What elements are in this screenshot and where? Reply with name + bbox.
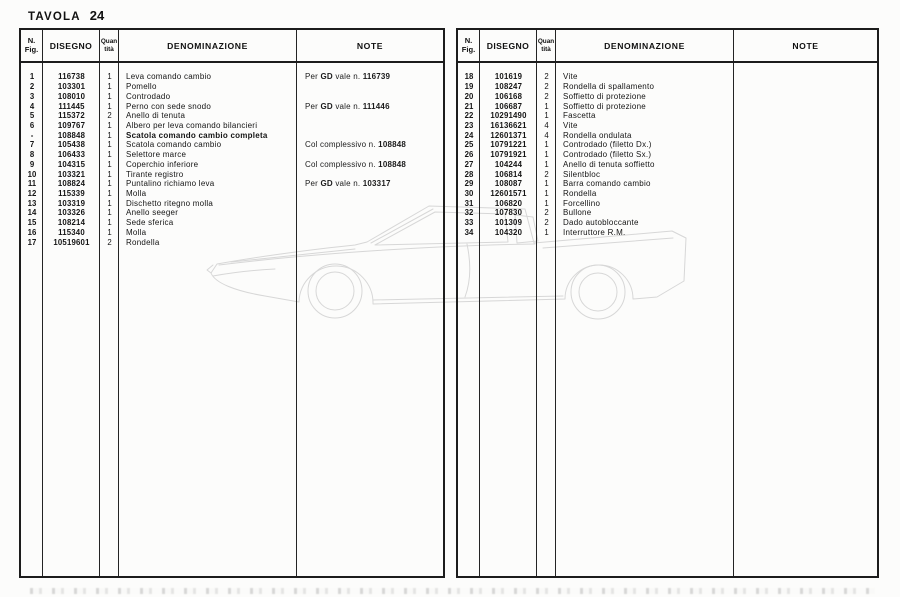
part-name: Rondella di spallamento xyxy=(563,82,655,92)
part-name: Barra comando cambio xyxy=(563,179,651,189)
table-row xyxy=(21,189,443,199)
table-header xyxy=(21,30,443,63)
quantity: 1 xyxy=(107,140,112,150)
quantity: 4 xyxy=(544,120,549,130)
quantity: 2 xyxy=(544,218,549,228)
part-name: Anello di tenuta soffietto xyxy=(563,159,655,169)
part-name: Controdado (filetto Sx.) xyxy=(563,150,652,160)
fig-number: 21 xyxy=(464,101,474,111)
table-row xyxy=(458,169,877,179)
column-header-fig xyxy=(458,30,480,61)
part-number: 108848 xyxy=(57,130,86,140)
column-header-denominazione-label: DENOMINAZIONE xyxy=(167,40,248,51)
fig-number: 8 xyxy=(29,150,35,160)
table-row xyxy=(458,130,877,140)
table-row xyxy=(458,179,877,189)
part-number: 104320 xyxy=(494,227,523,237)
column-header-denominazione-label: DENOMINAZIONE xyxy=(604,40,685,51)
column-header-disegno-label: DISEGNO xyxy=(486,40,530,51)
part-name: Soffietto di protezione xyxy=(563,101,646,111)
part-name: Rondella ondulata xyxy=(563,130,632,140)
table-row xyxy=(458,150,877,160)
table-row xyxy=(458,72,877,82)
part-note: Col complessivo n. 108848 xyxy=(305,159,407,169)
part-number: 101309 xyxy=(494,218,523,228)
column-header-fig-line1: N. xyxy=(27,35,36,45)
quantity: 1 xyxy=(544,179,549,189)
quantity: 2 xyxy=(544,208,549,218)
part-name: Selettore marce xyxy=(126,150,187,160)
scan-noise-band xyxy=(30,588,875,594)
part-name: Rondella xyxy=(563,188,597,198)
quantity: 2 xyxy=(107,111,112,121)
part-name: Interruttore R.M. xyxy=(563,227,626,237)
table-row xyxy=(458,82,877,92)
fig-number: 18 xyxy=(464,72,474,82)
part-number: 103319 xyxy=(57,198,86,208)
part-number: 107830 xyxy=(494,208,523,218)
page-title-word: TAVOLA xyxy=(28,11,81,23)
table-row xyxy=(458,208,877,218)
column-header-note-label: NOTE xyxy=(356,40,384,51)
part-number: 103321 xyxy=(57,169,86,179)
fig-number: 6 xyxy=(29,120,35,130)
column-header-fig xyxy=(21,30,43,61)
part-name: Bullone xyxy=(563,208,592,218)
table-row xyxy=(21,179,443,189)
part-number: 101619 xyxy=(494,72,523,82)
column-header-disegno xyxy=(480,30,537,61)
part-name: Controdado xyxy=(126,91,171,101)
part-number: 115339 xyxy=(58,188,85,198)
part-number: 103326 xyxy=(57,208,86,218)
fig-number: 23 xyxy=(464,120,474,130)
part-number: 109767 xyxy=(57,120,86,130)
fig-number: 15 xyxy=(27,218,37,228)
fig-number: 4 xyxy=(29,101,35,111)
quantity: 1 xyxy=(107,198,112,208)
part-number: 115340 xyxy=(58,227,85,237)
column-header-disegno xyxy=(43,30,100,61)
quantity: 1 xyxy=(107,159,112,169)
part-note: Per GD vale n. 116739 xyxy=(305,72,391,82)
quantity: 1 xyxy=(107,120,112,130)
part-number: 108087 xyxy=(494,179,523,189)
part-name: Pomello xyxy=(126,82,157,92)
quantity: 1 xyxy=(107,130,112,140)
quantity: 1 xyxy=(107,169,112,179)
fig-number: 10 xyxy=(27,169,37,179)
table-body-left xyxy=(21,63,443,576)
part-name: Anello seeger xyxy=(126,208,179,218)
column-header-fig-line1: N. xyxy=(464,35,473,45)
part-name: Vite xyxy=(563,72,578,82)
fig-number: 34 xyxy=(464,227,474,237)
table-row xyxy=(21,91,443,101)
table-row xyxy=(458,101,877,111)
part-number: 16136621 xyxy=(490,120,527,130)
part-number: 12601371 xyxy=(490,130,527,140)
part-name: Albero per leva comando bilancieri xyxy=(126,120,258,130)
part-number: 106168 xyxy=(494,91,523,101)
part-number: 12601571 xyxy=(490,188,527,198)
parts-table-left xyxy=(19,28,445,578)
table-row xyxy=(458,121,877,131)
part-name: Soffietto di protezione xyxy=(563,91,646,101)
fig-number: 2 xyxy=(29,82,35,92)
table-row xyxy=(21,228,443,238)
part-name: Scatola comando cambio xyxy=(126,140,222,150)
fig-number: 28 xyxy=(464,169,474,179)
quantity: 1 xyxy=(544,159,549,169)
table-row xyxy=(458,198,877,208)
column-header-note xyxy=(734,30,877,61)
part-name: Dado autobloccante xyxy=(563,218,639,228)
part-note: Per GD vale n. 103317 xyxy=(305,179,391,189)
fig-number: 30 xyxy=(464,188,474,198)
fig-number: 22 xyxy=(464,111,474,121)
part-name: Vite xyxy=(563,120,578,130)
table-row xyxy=(21,140,443,150)
fig-number: 9 xyxy=(29,159,35,169)
quantity: 1 xyxy=(107,179,112,189)
fig-number: 24 xyxy=(464,130,474,140)
fig-number: 19 xyxy=(464,82,474,92)
part-number: 108214 xyxy=(57,218,86,228)
part-note: Per GD vale n. 111446 xyxy=(305,101,390,111)
column-header-quantita xyxy=(537,30,556,61)
quantity: 1 xyxy=(544,198,549,208)
part-number: 10291490 xyxy=(490,111,527,121)
fig-number: 14 xyxy=(27,208,37,218)
quantity: 1 xyxy=(107,208,112,218)
table-row xyxy=(21,121,443,131)
part-number: 105438 xyxy=(57,140,86,150)
part-name: Puntalino richiamo leva xyxy=(126,179,215,189)
fig-number: 17 xyxy=(27,237,37,247)
part-name: Scatola comando cambio completa xyxy=(126,130,268,140)
part-name: Forcellino xyxy=(563,198,601,208)
part-name: Dischetto ritegno molla xyxy=(126,198,214,208)
part-number: 108824 xyxy=(57,179,86,189)
fig-number: 26 xyxy=(464,150,474,160)
fig-number: 20 xyxy=(464,91,474,101)
part-number: 104315 xyxy=(57,159,86,169)
column-header-quantita-line1: Quan xyxy=(537,38,555,46)
table-row xyxy=(21,82,443,92)
part-number: 103301 xyxy=(57,82,86,92)
table-row xyxy=(458,228,877,238)
column-header-note xyxy=(297,30,443,61)
fig-number: 3 xyxy=(29,91,35,101)
table-row xyxy=(21,159,443,169)
part-number: 108247 xyxy=(494,82,523,92)
fig-number: 32 xyxy=(464,208,474,218)
table-row xyxy=(21,150,443,160)
fig-number: 33 xyxy=(464,218,474,228)
part-number: 106814 xyxy=(494,169,523,179)
page-title-number: 24 xyxy=(89,8,105,23)
quantity: 1 xyxy=(107,82,112,92)
column-header-note-label: NOTE xyxy=(792,40,819,51)
table-row xyxy=(458,140,877,150)
column-header-denominazione xyxy=(556,30,734,61)
column-header-disegno-label: DISEGNO xyxy=(49,40,93,51)
column-header-fig-line2: Fig. xyxy=(24,44,39,54)
part-name: Perno con sede snodo xyxy=(126,101,212,111)
part-name: Fascetta xyxy=(563,111,596,121)
part-name: Coperchio inferiore xyxy=(126,159,199,169)
part-name: Molla xyxy=(126,227,147,237)
part-number: 106433 xyxy=(57,150,86,160)
fig-number: 31 xyxy=(464,198,474,208)
table-row xyxy=(458,218,877,228)
part-number: 106820 xyxy=(494,198,523,208)
part-name: Sede sferica xyxy=(126,218,174,228)
fig-number: 11 xyxy=(27,179,37,189)
fig-number: - xyxy=(30,130,34,140)
fig-number: 29 xyxy=(464,179,474,189)
quantity: 4 xyxy=(544,130,549,140)
quantity: 1 xyxy=(544,101,549,111)
part-number: 10791921 xyxy=(490,150,527,160)
column-header-quantita-line1: Quan xyxy=(100,38,118,46)
table-row xyxy=(21,111,443,121)
quantity: 2 xyxy=(544,169,549,179)
part-number: 10791221 xyxy=(490,140,527,150)
column-header-quantita xyxy=(100,30,119,61)
part-number: 108010 xyxy=(57,91,86,101)
table-row xyxy=(21,218,443,228)
quantity: 1 xyxy=(544,150,549,160)
part-name: Anello di tenuta xyxy=(126,111,186,121)
quantity: 1 xyxy=(107,101,112,111)
table-row xyxy=(21,198,443,208)
part-note: Col complessivo n. 108848 xyxy=(305,140,407,150)
column-header-quantita-line2: tità xyxy=(541,45,551,53)
part-number: 116738 xyxy=(58,72,85,82)
quantity: 1 xyxy=(544,140,549,150)
table-row xyxy=(21,237,443,247)
quantity: 1 xyxy=(107,218,112,228)
part-name: Tirante registro xyxy=(126,169,184,179)
quantity: 1 xyxy=(544,227,549,237)
quantity: 1 xyxy=(107,188,112,198)
column-header-quantita-line2: tità xyxy=(104,45,114,53)
part-number: 106687 xyxy=(494,101,523,111)
table-row xyxy=(458,111,877,121)
table-body-right xyxy=(458,63,877,576)
table-row xyxy=(21,72,443,82)
fig-number: 12 xyxy=(27,188,37,198)
fig-number: 27 xyxy=(464,159,474,169)
quantity: 2 xyxy=(544,72,549,82)
part-number: 10519601 xyxy=(53,237,90,247)
fig-number: 1 xyxy=(29,72,35,82)
table-row xyxy=(458,189,877,199)
part-name: Molla xyxy=(126,188,147,198)
page-title xyxy=(28,8,104,23)
quantity: 2 xyxy=(544,82,549,92)
table-row xyxy=(21,169,443,179)
fig-number: 5 xyxy=(29,111,35,121)
table-row xyxy=(21,101,443,111)
quantity: 1 xyxy=(107,91,112,101)
part-name: Rondella xyxy=(126,237,160,247)
part-number: 104244 xyxy=(494,159,523,169)
part-name: Controdado (filetto Dx.) xyxy=(563,140,652,150)
column-header-fig-line2: Fig. xyxy=(461,44,476,54)
quantity: 2 xyxy=(107,237,112,247)
quantity: 1 xyxy=(107,72,112,82)
parts-table-right xyxy=(456,28,879,578)
table-header xyxy=(458,30,877,63)
part-number: 115372 xyxy=(58,111,85,121)
fig-number: 13 xyxy=(27,198,37,208)
quantity: 1 xyxy=(544,188,549,198)
fig-number: 25 xyxy=(464,140,474,150)
table-row xyxy=(458,159,877,169)
part-name: Leva comando cambio xyxy=(126,72,212,82)
table-row xyxy=(21,130,443,140)
fig-number: 16 xyxy=(27,227,37,237)
quantity: 1 xyxy=(107,227,112,237)
part-name: Silentbloc xyxy=(563,169,601,179)
part-number: 111445 xyxy=(58,101,85,111)
quantity: 1 xyxy=(544,111,549,121)
table-row xyxy=(458,91,877,101)
quantity: 2 xyxy=(544,91,549,101)
quantity: 1 xyxy=(107,150,112,160)
table-row xyxy=(21,208,443,218)
fig-number: 7 xyxy=(29,140,35,150)
column-header-denominazione xyxy=(119,30,297,61)
